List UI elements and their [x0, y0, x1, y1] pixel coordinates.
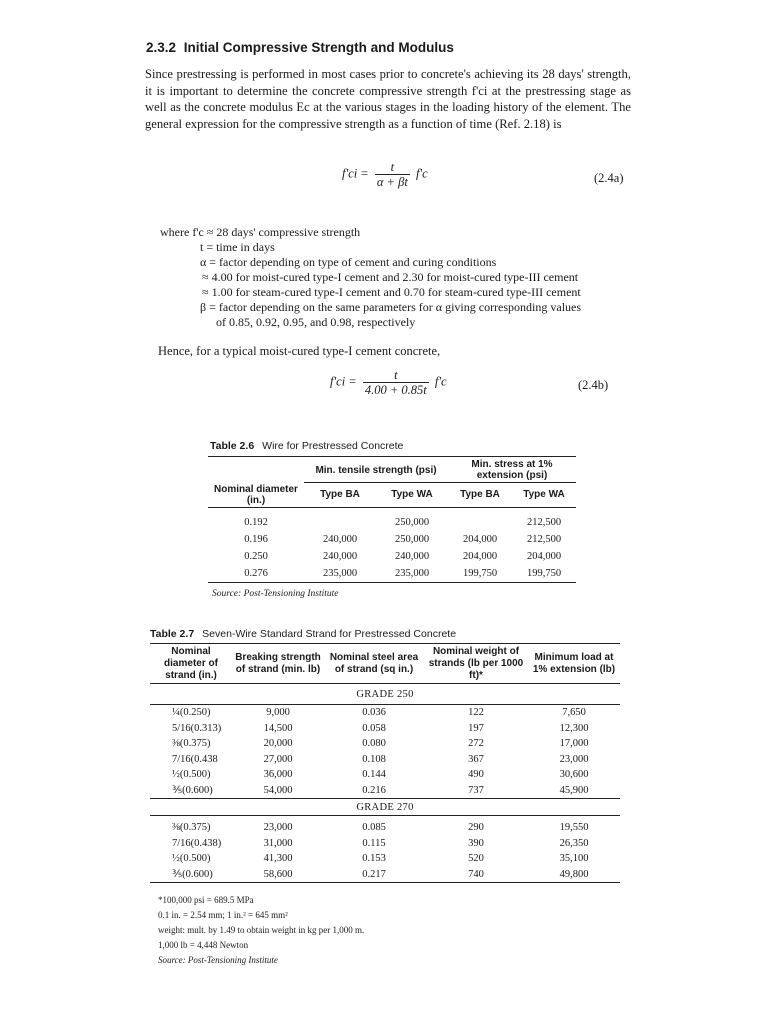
table-cell: 0.153	[362, 853, 386, 865]
table-cell	[304, 514, 376, 531]
table-cell: 204,000	[526, 550, 562, 562]
table-title: Wire for Prestressed Concrete	[262, 440, 404, 452]
equation-rhs: f'c	[434, 374, 447, 389]
table-cell: 199,750	[462, 567, 498, 579]
equation-fraction	[363, 368, 429, 397]
table-cell: 0.216	[362, 784, 386, 796]
table-cell: 235,000	[394, 567, 430, 579]
table-rule	[150, 643, 620, 644]
table-cell: 49,800	[559, 868, 589, 880]
section-heading	[146, 40, 454, 55]
table-cell: 30,600	[559, 769, 589, 781]
where-line: α = factor depending on type of cement and curing conditions	[200, 255, 497, 269]
table-cell: ½(0.500)	[172, 853, 211, 865]
table-rule	[208, 456, 576, 457]
grade-label: GRADE 270	[356, 801, 414, 813]
table-cell: 7,650	[562, 707, 586, 719]
table-cell: 17,000	[559, 738, 589, 750]
table-cell: 0.250	[244, 550, 268, 562]
table-col-header: Nominal weight of strands (lb per 1000 ft)*	[428, 646, 524, 681]
table-row	[150, 767, 620, 783]
table-row	[150, 851, 620, 867]
equation-number-2-4a: (2.4a)	[594, 171, 624, 185]
table-cell: 737	[468, 784, 484, 796]
table-cell	[448, 514, 512, 531]
table-cell: 41,300	[263, 853, 293, 865]
table-cell: 240,000	[322, 533, 358, 545]
where-line: t = time in days	[200, 240, 275, 254]
where-line: ≈ 1.00 for steam-cured type-I cement and 0.70 for steam-cured type-III cement	[202, 285, 581, 299]
table-cell: 272	[468, 738, 484, 750]
table-cell: 122	[468, 707, 484, 719]
table-col-header: Type BA	[320, 489, 360, 501]
table-cell: 5/16(0.313)	[172, 722, 222, 734]
table-cell: 250,000	[394, 516, 430, 528]
equation-numerator: t	[394, 368, 398, 382]
table-group-header: Min. stress at 1% extension (psi)	[448, 458, 576, 483]
table-cell: 0.144	[362, 769, 386, 781]
equation-rhs: f'c	[415, 166, 428, 181]
table-cell: 240,000	[394, 550, 430, 562]
hence-text: Hence, for a typical moist-cured type-I cement concrete,	[158, 344, 441, 358]
table-row	[150, 820, 620, 836]
table-cell: 0.196	[244, 533, 268, 545]
table-cell: 36,000	[263, 769, 293, 781]
table-label: Table 2.7	[150, 628, 195, 640]
table-cell: 367	[468, 753, 484, 765]
note-line: Source: Post-Tensioning Institute	[158, 955, 278, 965]
table-cell: ⅜(0.375)	[172, 738, 211, 750]
table-cell: 19,550	[559, 822, 589, 834]
table-cell: 7/16(0.438)	[172, 837, 222, 849]
table-2-6-source	[212, 589, 338, 599]
table-col-header: Type BA	[460, 489, 500, 501]
table-cell: 0.036	[362, 707, 386, 719]
where-line: of 0.85, 0.92, 0.95, and 0.98, respectively	[216, 315, 416, 329]
note-line: 1,000 lb = 4,448 Newton	[158, 940, 249, 950]
table-cell: 35,100	[559, 853, 589, 865]
table-cell: 240,000	[322, 550, 358, 562]
table-row	[150, 836, 620, 852]
note-line: *100,000 psi = 689.5 MPa	[158, 895, 254, 905]
table-cell: 23,000	[263, 822, 293, 834]
equation-lhs: f'ci =	[330, 374, 357, 389]
table-2-6-caption	[210, 440, 403, 452]
where-line: ≈ 4.00 for moist-cured type-I cement and 2.30 for moist-cured type-III cement	[202, 270, 579, 284]
table-cell: 27,000	[263, 753, 293, 765]
table-cell: 197	[468, 722, 484, 734]
table-cell: 23,000	[559, 753, 589, 765]
note-line: 0.1 in. = 2.54 mm; 1 in.² = 645 mm²	[158, 910, 288, 920]
table-2-7-notes	[158, 893, 364, 968]
table-cell: 0.080	[362, 738, 386, 750]
table-row	[150, 721, 620, 737]
table-row	[150, 752, 620, 768]
table-title: Seven-Wire Standard Strand for Prestressed Concrete	[202, 628, 457, 640]
table-cell: 9,000	[266, 707, 290, 719]
table-cell: 7/16(0.438	[172, 753, 218, 765]
table-cell: 204,000	[462, 550, 498, 562]
table-cell: ¼(0.250)	[172, 707, 211, 719]
equation-2-4a	[342, 160, 428, 189]
table-cell: 0.192	[244, 516, 268, 528]
table-2-7-caption	[150, 628, 456, 640]
table-row	[150, 783, 620, 799]
table-cell: 12,300	[559, 722, 589, 734]
table-header-spacer	[208, 458, 304, 483]
table-row	[150, 705, 620, 721]
table-row	[208, 565, 576, 583]
where-block	[160, 225, 581, 330]
table-cell: 0.058	[362, 722, 386, 734]
intro-paragraph: Since prestressing is performed in most cases prior to concrete's achieving its 28 days' strength, it is important to determine the concrete compressive strength f'ci at the prestressing stage as well as the concrete modulus Ec at the various stages in the loading history of the element. The general expression for the compressive strength as a function of time (Ref. 2.18) is	[145, 67, 631, 131]
equation-lhs: f'ci =	[342, 166, 369, 181]
table-cell: 0.108	[362, 753, 386, 765]
source-text: Source: Post-Tensioning Institute	[212, 589, 339, 599]
section-number: 2.3.2	[146, 40, 177, 55]
table-col-header: Minimum load at 1% extension (lb)	[532, 652, 616, 675]
table-row	[208, 531, 576, 548]
table-cell: 250,000	[394, 533, 430, 545]
table-cell: 14,500	[263, 722, 293, 734]
table-cell: 0.217	[362, 868, 386, 880]
equation-numerator: t	[390, 160, 395, 174]
where-line: where f'c ≈ 28 days' compressive strength	[160, 225, 361, 239]
equation-2-4b	[330, 368, 447, 397]
table-cell: 212,500	[526, 516, 562, 528]
table-2-6	[208, 458, 576, 583]
table-cell: 0.115	[362, 837, 386, 849]
grade-label: GRADE 250	[356, 688, 414, 700]
table-cell: 0.276	[244, 567, 268, 579]
table-2-7	[150, 645, 620, 883]
where-line: β = factor depending on the same parameters for α giving corresponding values	[200, 300, 582, 314]
table-cell: 212,500	[526, 533, 562, 545]
table-cell: 54,000	[263, 784, 293, 796]
table-cell: 0.085	[362, 822, 386, 834]
equation-number-2-4b: (2.4b)	[578, 378, 609, 392]
table-col-header: Breaking strength of strand (min. lb)	[235, 652, 321, 675]
table-cell: 235,000	[322, 567, 358, 579]
table-col-header: Nominal diameter of strand (in.)	[164, 646, 218, 681]
table-cell: 20,000	[263, 738, 293, 750]
table-cell: 31,000	[263, 837, 293, 849]
table-cell: 290	[468, 822, 484, 834]
equation-fraction	[375, 160, 410, 189]
table-row	[150, 736, 620, 752]
table-group-header: Min. tensile strength (psi)	[304, 458, 448, 483]
table-cell: 520	[468, 853, 484, 865]
section-title: Initial Compressive Strength and Modulus	[183, 40, 454, 55]
table-col-header: Nominal diameter (in.)	[214, 483, 298, 506]
table-col-header: Type WA	[391, 489, 433, 501]
table-col-header: Type WA	[523, 489, 565, 501]
table-cell: 390	[468, 837, 484, 849]
table-cell: 199,750	[526, 567, 562, 579]
equation-denominator: 4.00 + 0.85t	[364, 383, 427, 397]
table-cell: ⅗(0.600)	[172, 869, 213, 881]
table-cell: 45,900	[559, 784, 589, 796]
note-line: weight: mult. by 1.49 to obtain weight in kg per 1,000 m.	[158, 925, 365, 935]
equation-denominator: α + βt	[376, 175, 408, 189]
table-cell: 740	[468, 868, 484, 880]
table-row	[208, 514, 576, 531]
table-col-header: Nominal steel area of strand (sq in.)	[329, 652, 419, 675]
table-cell: ⅗(0.600)	[172, 785, 213, 797]
table-cell: ⅜(0.375)	[172, 822, 211, 834]
table-label: Table 2.6	[210, 440, 255, 452]
table-cell: 490	[468, 769, 484, 781]
table-cell: ½(0.500)	[172, 769, 211, 781]
table-row	[208, 548, 576, 565]
table-cell: 58,600	[263, 868, 293, 880]
table-cell: 26,350	[559, 837, 589, 849]
table-row	[150, 867, 620, 883]
table-cell: 204,000	[462, 533, 498, 545]
